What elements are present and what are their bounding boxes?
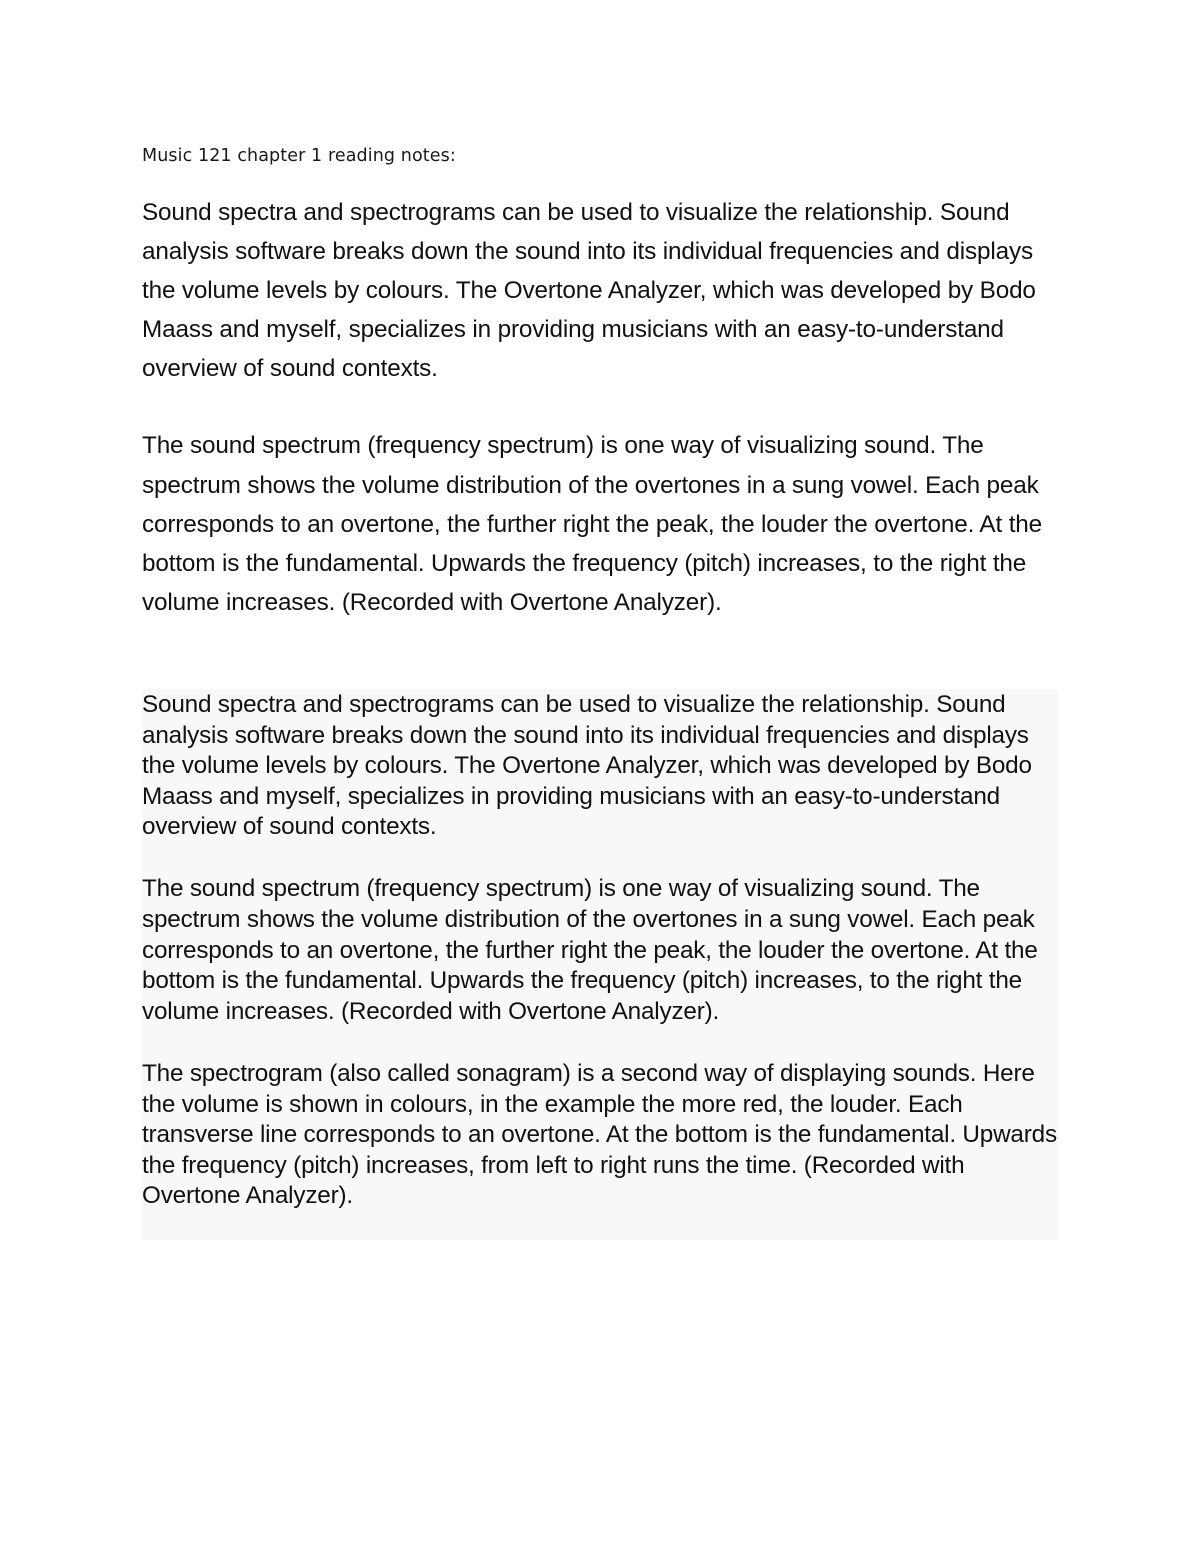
quoted-paragraph: The sound spectrum (frequency spectrum) is one way of visualizing sound. The spectrum shows the volume distribution of the overtones in a sung vowel. Each peak corresponds to an overtone, the further right the peak, the louder the overtone. At the bottom is the fundamental. Upwards the frequency (pitch) increases, to the right the volume increases. (Recorded with Overtone Analyzer).	[142, 875, 1038, 1025]
notes-paragraph: The sound spectrum (frequency spectrum) is one way of visualizing sound. The spectrum shows the volume distribution of the overtones in a sung vowel. Each peak corresponds to an overtone, the further right the peak, the louder the overtone. At the bottom is the fundamental. Upwards the frequency (pitch) increases, to the right the volume increases. (Recorded with Overtone Analyzer).	[142, 432, 1043, 616]
quoted-source-block	[142, 689, 1058, 1240]
quoted-paragraph: The spectrogram (also called sonagram) is a second way of displaying sounds. Here the volume is shown in colours, in the example the more red, the louder. Each transverse line corresponds to an overtone. At the bottom is the fundamental. Upwards the frequency (pitch) increases, from left to right runs the time. (Recorded with Overtone Analyzer).	[142, 1059, 1057, 1210]
quoted-paragraph: Sound spectra and spectrograms can be used to visualize the relationship. Sound analysis software breaks down the sound into its individual frequencies and displays the volume levels by colours. The Overtone Analyzer, which was developed by Bodo Maass and myself, specializes in providing musicians with an easy-to-understand overview of sound contexts.	[142, 691, 1032, 841]
notes-section	[142, 193, 1072, 622]
page-title: Music 121 chapter 1 reading notes:	[142, 146, 456, 166]
notes-paragraph: Sound spectra and spectrograms can be used to visualize the relationship. Sound analysis software breaks down the sound into its individual frequencies and displays the volume levels by colours. The Overtone Analyzer, which was developed by Bodo Maass and myself, specializes in providing musicians with an easy-to-understand overview of sound contexts.	[142, 199, 1036, 383]
